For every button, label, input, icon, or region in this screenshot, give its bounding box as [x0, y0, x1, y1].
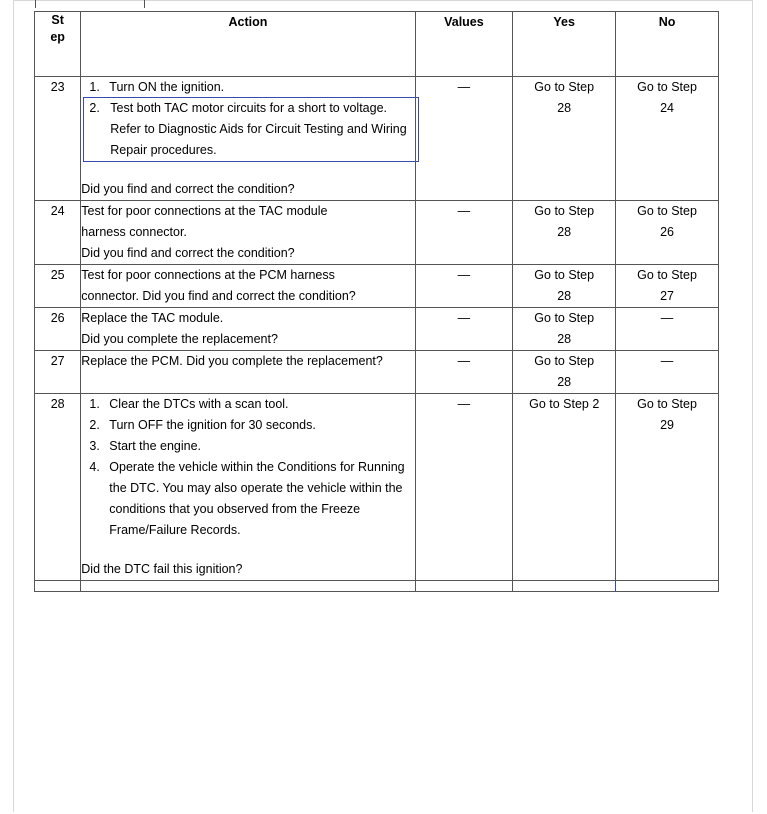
row-values: —	[415, 351, 513, 394]
action-question: connector. Did you find and correct the condition?	[81, 289, 356, 303]
yes-goto-label: Go to Step	[534, 268, 595, 282]
action-list-item: 4. Operate the vehicle within the Conditions for Running the DTC. You may also operate the vehicle within the conditions that you observed from the Freeze Frame/Failure Records.	[103, 457, 414, 541]
column-header-no: No	[616, 12, 719, 77]
yes-goto-step: 28	[557, 375, 572, 389]
table-row	[35, 394, 719, 581]
action-list-item-highlighted	[103, 97, 414, 162]
no-goto-label: Go to Step	[637, 268, 697, 282]
action-question: Did you find and correct the condition?	[81, 182, 295, 196]
action-line: Replace the TAC module.	[81, 311, 224, 325]
table-row	[35, 201, 719, 265]
row-yes-cell	[513, 351, 616, 394]
action-question: Replace the PCM. Did you complete the replacement?	[81, 354, 383, 368]
yes-goto-step: 28	[557, 225, 572, 239]
table-row	[35, 77, 719, 201]
row-values: —	[415, 394, 513, 581]
row-yes-cell	[513, 201, 616, 265]
row-step-number-partial	[35, 581, 81, 592]
no-goto-label: Go to Step	[637, 397, 697, 411]
action-line: Test for poor connections at the PCM harness	[81, 268, 335, 282]
yes-goto-step: 28	[557, 332, 572, 346]
action-ordered-list	[81, 77, 414, 162]
action-question: Did you find and correct the condition?	[81, 246, 295, 260]
row-action-cell	[81, 201, 415, 265]
spacer	[81, 541, 414, 559]
yes-goto-label: Go to Step	[534, 354, 595, 368]
column-header-action: Action	[81, 12, 415, 77]
table-row	[35, 351, 719, 394]
row-step-number: 27	[35, 351, 81, 394]
row-no-cell	[616, 394, 719, 581]
no-goto-step: —	[660, 311, 674, 325]
spacer	[81, 161, 414, 179]
row-no-cell	[616, 308, 719, 351]
row-step-number: 23	[35, 77, 81, 201]
row-values: —	[415, 308, 513, 351]
row-yes-cell-partial	[513, 581, 616, 592]
yes-goto-label: Go to Step	[534, 204, 595, 218]
yes-goto-step: Go to Step 2	[529, 397, 600, 411]
row-yes-cell	[513, 265, 616, 308]
column-header-step-line1: St	[51, 13, 64, 27]
no-goto-step: 29	[660, 418, 674, 432]
action-line: harness connector.	[81, 225, 187, 239]
row-yes-cell	[513, 308, 616, 351]
row-step-number: 28	[35, 394, 81, 581]
table-row	[35, 308, 719, 351]
action-list-item: 3. Start the engine.	[103, 436, 414, 457]
action-list-item: 2. Turn OFF the ignition for 30 seconds.	[103, 415, 414, 436]
yes-goto-label: Go to Step	[534, 80, 595, 94]
row-no-cell	[616, 201, 719, 265]
row-no-cell-partial	[616, 581, 719, 592]
row-values-partial	[415, 581, 513, 592]
row-action-cell	[81, 351, 415, 394]
action-question: Did you complete the replacement?	[81, 332, 278, 346]
row-action-cell	[81, 394, 415, 581]
row-no-cell	[616, 265, 719, 308]
table-row	[35, 265, 719, 308]
table-header-row	[35, 12, 719, 77]
row-no-cell	[616, 77, 719, 201]
highlight-box: 2. Test both TAC motor circuits for a short to voltage. Refer to Diagnostic Aids for Circuit Testing and Wiring Repair procedures.	[83, 97, 418, 162]
no-goto-step: 24	[660, 101, 674, 115]
no-goto-label: Go to Step	[637, 204, 697, 218]
table-row-partial	[35, 581, 719, 592]
row-action-cell	[81, 265, 415, 308]
yes-goto-step: 28	[557, 101, 572, 115]
action-list-item: 1. Clear the DTCs with a scan tool.	[103, 394, 414, 415]
row-action-cell	[81, 308, 415, 351]
yes-goto-label: Go to Step	[534, 311, 595, 325]
row-yes-cell	[513, 394, 616, 581]
column-header-yes: Yes	[513, 12, 616, 77]
column-header-values: Values	[415, 12, 513, 77]
column-header-step-line2: ep	[50, 30, 65, 44]
row-action-cell	[81, 77, 415, 201]
no-goto-label: Go to Step	[637, 80, 697, 94]
no-goto-step: 27	[660, 289, 674, 303]
row-step-number: 24	[35, 201, 81, 265]
action-line: Test for poor connections at the TAC module	[81, 204, 328, 218]
action-list-item: 1. Turn ON the ignition.	[103, 77, 414, 98]
yes-goto-step: 28	[557, 289, 572, 303]
dtc-diagnostic-table	[34, 11, 719, 592]
row-action-cell-partial	[81, 581, 415, 592]
row-step-number: 25	[35, 265, 81, 308]
row-yes-cell	[513, 77, 616, 201]
row-values: —	[415, 77, 513, 201]
row-values: —	[415, 201, 513, 265]
table-top-stub	[35, 0, 145, 8]
no-goto-step: —	[660, 354, 674, 368]
row-no-cell	[616, 351, 719, 394]
no-goto-step: 26	[660, 225, 674, 239]
row-values: —	[415, 265, 513, 308]
row-step-number: 26	[35, 308, 81, 351]
column-header-step	[35, 12, 81, 77]
action-question: Did the DTC fail this ignition?	[81, 562, 243, 576]
action-ordered-list	[81, 394, 414, 541]
